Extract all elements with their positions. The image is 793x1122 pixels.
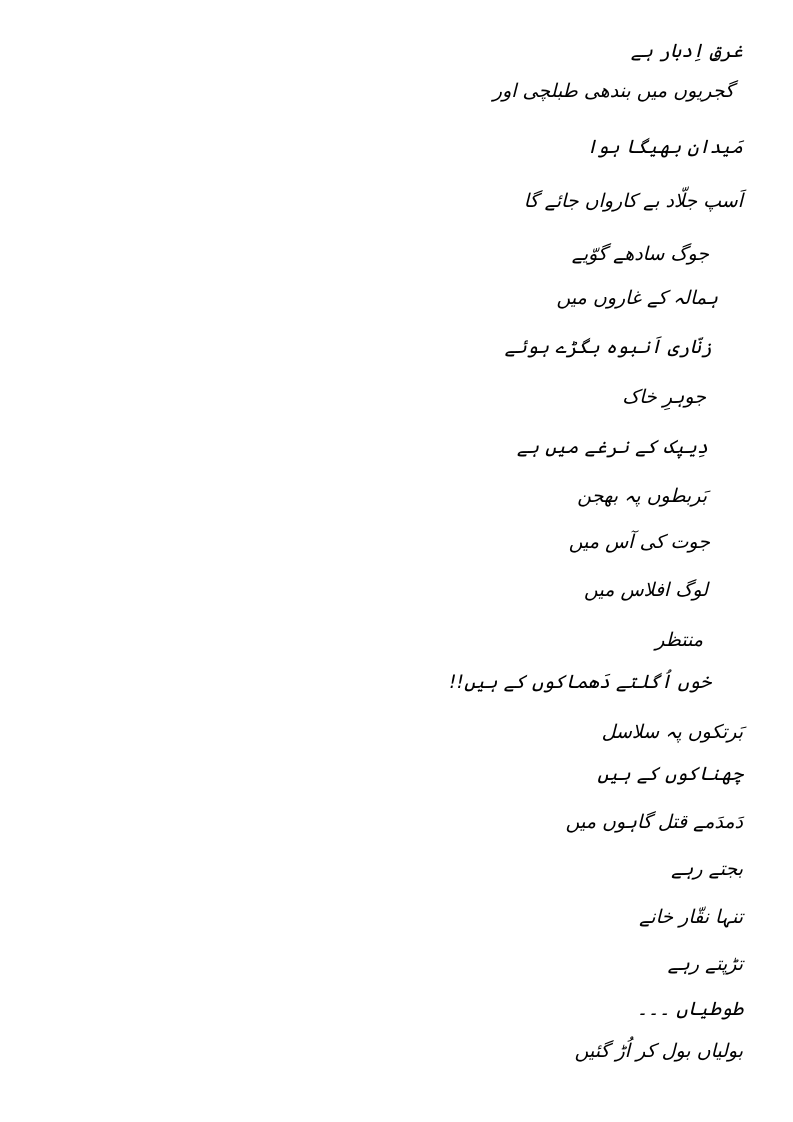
poem-line: بجتے رہے [671, 858, 743, 880]
poem-line: تڑپتے رہے [667, 953, 743, 975]
poem-line: جوہرِ خاک [622, 386, 706, 408]
poem-line: زنّاری اَنبوہ بگڑے ہوئے [504, 336, 712, 358]
poem-line: گجریوں میں بندھی طبلچی اور [492, 80, 734, 102]
poem-line: خوں اُگلتے دَھماکوں کے ہیں!! [448, 671, 711, 693]
poem-line: لوگ افلاس میں [584, 579, 708, 601]
poem-line: طوطیاں ۔۔۔ [636, 998, 743, 1020]
poem-line: دَمدَمے قتل گاہوں میں [565, 811, 743, 833]
poem-line: غرقِ اِدبار ہے [630, 40, 743, 62]
poem-line: جوت کی آس میں [568, 531, 710, 553]
poem-line: دِیپک کے نرغے میں ہے [516, 436, 708, 458]
poem-line: بَرتکوں پہ سلاسل [601, 721, 743, 743]
poem-text [443, 34, 743, 1064]
poem-line: ہمالہ کے غاروں میں [556, 287, 718, 309]
poem-line: بولیاں بول کر اُڑ گئیں [574, 1040, 743, 1062]
poem-line: بَربطوں پہ بھجن [577, 485, 707, 507]
poem-line: مَیدان بھیگا ہوا [586, 136, 743, 158]
poem-line: جوگ سادھے گوّیے [571, 243, 709, 265]
poem-line: تنہا نقّار خانے [639, 906, 743, 928]
poem-line: اَسپ جلّاد بے کارواں جائے گا [523, 190, 743, 212]
poem-line: منتظر [655, 629, 703, 651]
poem-line: چھناکوں کے ہیں [597, 763, 743, 785]
